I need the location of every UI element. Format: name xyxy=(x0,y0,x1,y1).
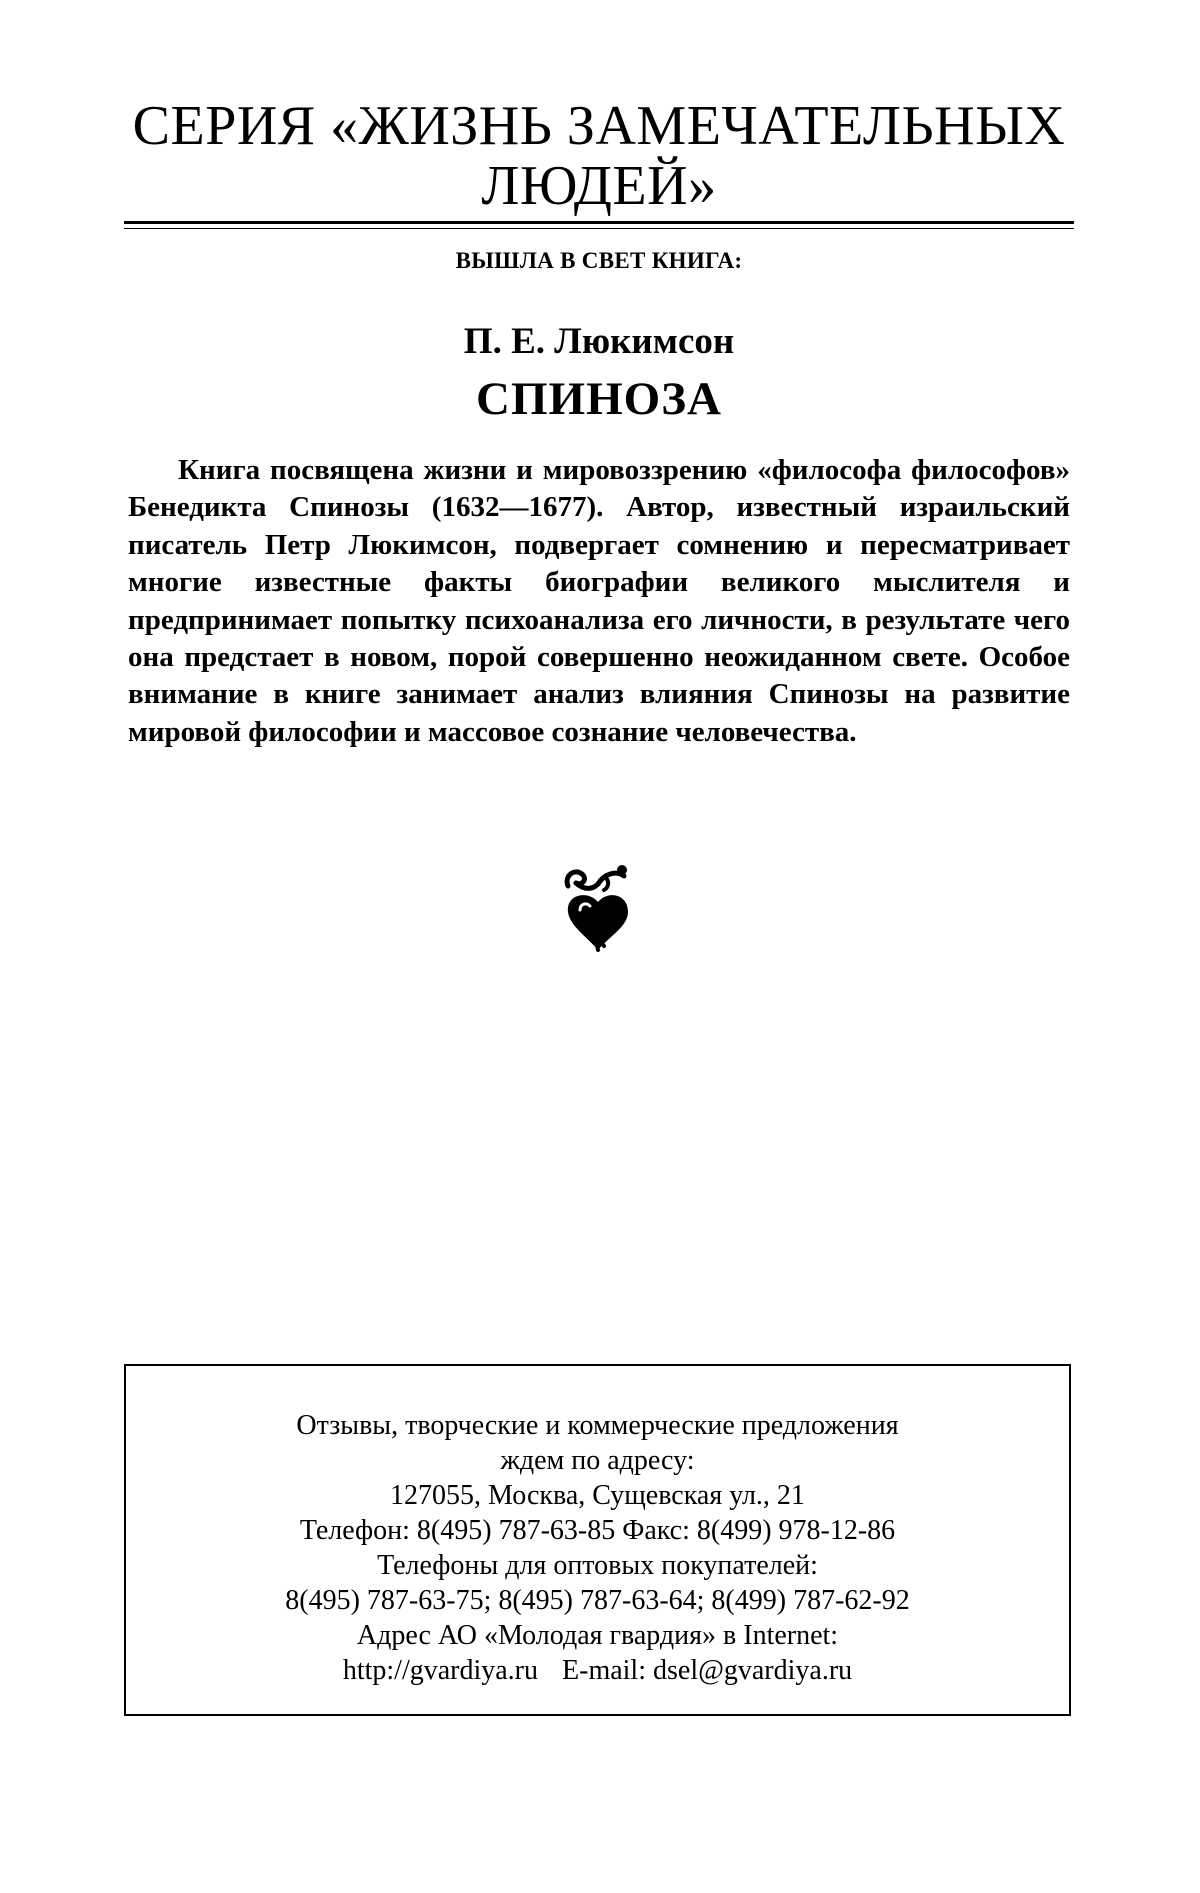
contact-line-internet-label: Адрес АО «Молодая гвардия» в Internet: xyxy=(356,1620,839,1651)
email-link[interactable]: E-mail: dsel@gvardiya.ru xyxy=(562,1655,853,1686)
series-title xyxy=(124,96,1074,216)
contact-line-web-email xyxy=(126,1653,1069,1688)
contact-line-address-label: ждем по адресу: xyxy=(500,1445,695,1476)
contact-line-phone-fax: Телефон: 8(495) 787-63-85 Факс: 8(499) 978-12-86 xyxy=(299,1515,896,1546)
contact-line-wholesale-label: Телефоны для оптовых покупателей: xyxy=(377,1550,818,1581)
series-title-line-2: ЛЮДЕЙ» xyxy=(481,155,717,217)
contact-line-wholesale-phones: 8(495) 787-63-75; 8(495) 787-63-64; 8(499) 787-62-92 xyxy=(285,1585,910,1616)
series-title-line-1: СЕРИЯ «ЖИЗНЬ ЗАМЕЧАТЕЛЬНЫХ xyxy=(132,95,1066,157)
website-link[interactable]: http://gvardiya.ru xyxy=(342,1655,539,1686)
contact-line-address: 127055, Москва, Сущевская ул., 21 xyxy=(390,1480,805,1511)
book-author: П. Е. Люкимсон xyxy=(463,321,735,362)
contact-info-box xyxy=(124,1364,1071,1716)
contact-line-feedback: Отзывы, творческие и коммерческие предложения xyxy=(296,1410,899,1441)
contact-lines xyxy=(126,1408,1069,1688)
published-label: ВЫШЛА В СВЕТ КНИГА: xyxy=(455,248,743,273)
book-title: СПИНОЗА xyxy=(476,373,722,425)
floral-heart-ornament-icon xyxy=(558,864,634,954)
divider-thick xyxy=(124,221,1074,224)
book-annotation: Книга посвящена жизни и мировоззрению «философа философов» Бенедикта Спинозы (1632—1677). Автор, известный израильский писатель Петр Люкимсон, подвергает сомнению и пересматривает многие известные факты биографии великого мыслителя и предпринимает попытку психоанализа его личности, в результате чего она предстает в новом, порой совершенно неожиданном свете. Особое внимание в книге занимает анализ влияния Спинозы на развитие мировой философии и массовое сознание человечества. xyxy=(128,454,1070,748)
divider-thin xyxy=(124,228,1074,229)
